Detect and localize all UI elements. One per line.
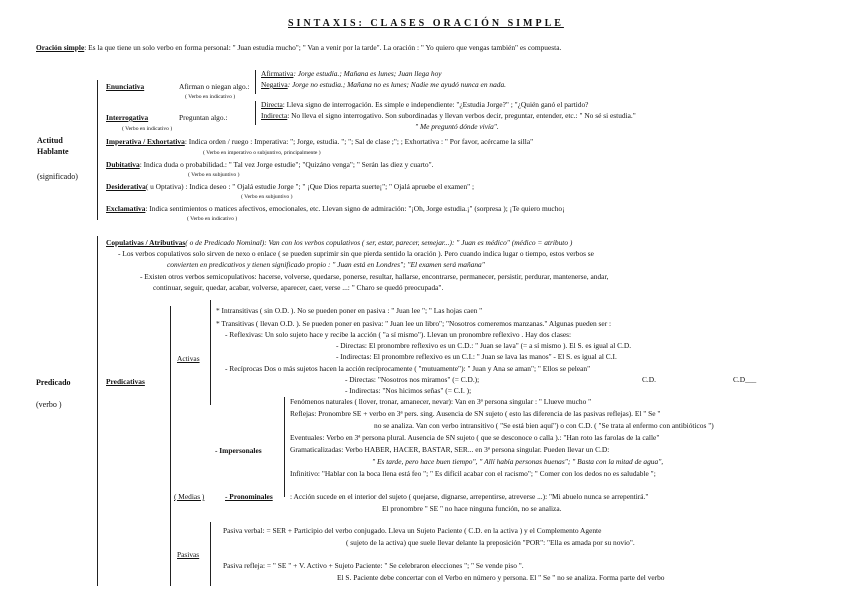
reflejas-row-2: no se analiza. Van con verbo intransitivo ( "Se está bien aquí") o con C.D. ( "Se trata al enfermo con antibióticos ") — [374, 421, 714, 430]
activas-bracket — [210, 300, 211, 405]
indirecta-text-2: " Me preguntó dónde vivía". — [415, 122, 499, 131]
imperativa-row — [106, 138, 533, 147]
pronominales-row: : Acción sucede en el interior del sujeto ( quejarse, dignarse, arrepentirse, atreverse ...): "Mi abuelo nunca se arrepentirá." — [290, 492, 649, 501]
exclamativa-row — [106, 205, 565, 214]
pasiva-verbal-row-2: ( sujeto de la activa) que suele llevar delante la preposición "POR": "Ella es amada por su novio". — [346, 538, 635, 547]
exclamativa-note: ( Verbo en indicativo ) — [187, 216, 238, 222]
enunciativa-note: ( Verbo en indicativo ) — [185, 94, 236, 100]
indirecta-label: Indirecta — [261, 111, 288, 120]
directa-label: Directa — [261, 100, 283, 109]
pasiva-verbal-row: Pasiva verbal: = SER + Participio del verbo conjugado. Lleva un Sujeto Paciente ( C.D. en la activa ) y el Complemento Agente — [223, 526, 602, 535]
copulativas-line4: - Existen otros verbos semicopulativos: hacerse, volverse, quedarse, ponerse, resultar, hallarse, encontrarse, permanecer, persistir, perdurar, mantenerse, andar, — [140, 272, 609, 281]
copulativas-label: Copulativas / Atributivas — [106, 238, 186, 247]
significado-label: (significado) — [37, 172, 78, 181]
page-title: SINTAXIS: CLASES ORACIÓN SIMPLE — [288, 18, 564, 29]
oracion-simple-definition — [36, 44, 561, 53]
reciprocas-indirectas: - Indirectas: "Nos hicimos señas" (= C.I. ); — [345, 386, 472, 395]
indirecta-text: : No lleva el signo interrogativo. Son subordinadas y llevan verbos decir, preguntar, entender, etc.: " No sé si estudia." — [287, 111, 636, 120]
interrogativa-note: ( Verbo en indicativo ) — [122, 126, 173, 132]
gramaticalizadas-row: Gramaticalizadas: Verbo HABER, HACER, BASTAR, SER... en 3ª persona singular. Pueden llevar un C.D: — [290, 445, 610, 454]
negativa-text: : Jorge no estudia.; Mañana no es lunes; Nadie me ayudó nunca en nada. — [287, 80, 507, 89]
oracion-simple-label: Oración simple — [36, 43, 85, 52]
eventuales-row: Eventuales: Verbo en 3ª persona plural. Ausencia de SN sujeto ( que se desconoce o calla ).: "Han roto las farolas de la calle" — [290, 433, 660, 442]
interrogativa-label: Interrogativa — [106, 113, 149, 122]
desiderativa-note: ( Verbo en subjuntivo ) — [241, 194, 293, 200]
enunciativa-label: Enunciativa — [106, 82, 145, 91]
exclamativa-label: Exclamativa — [106, 204, 146, 213]
copulativas-line2: - Los verbos copulativos solo sirven de nexo o enlace ( se pueden suprimir sin que pierda sentido la oración ). Pero cuando indica lugar o tiempo, estos verbos se — [118, 249, 594, 258]
afirmativa-row — [261, 70, 442, 79]
reflexivas-indirectas: - Indirectas: El pronombre reflexivo es un C.I.: " Juan se lava las manos" - El S. es igual al C.I. — [336, 352, 617, 361]
activas-label: Activas — [177, 354, 200, 363]
dubitativa-text: : Indica duda o probabilidad.: " Tal vez Jorge estudie"; "Quizáno venga"; " Serán las diez y cuarto". — [139, 160, 434, 169]
reciprocas-directas: - Directas: "Nosotros nos miramos" (= C.D.); — [345, 375, 480, 384]
negativa-label: Negativa — [261, 80, 288, 89]
verbo-label: (verbo ) — [36, 400, 62, 409]
predicativas-bracket — [170, 306, 171, 586]
pasivas-bracket — [210, 522, 211, 586]
reciprocas-row: - Recíprocas Dos o más sujetos hacen la acción recíprocamente ( "mutuamente"): " Juan y Ana se aman"; " Ellos se pelean" — [225, 364, 591, 373]
predicado-bracket — [97, 236, 98, 586]
medias-label: ( Medias ) — [174, 492, 205, 501]
reciprocas-cd-1: C.D. — [642, 375, 656, 384]
afirmativa-text: : Jorge estudia.; Mañana es lunes; Juan llega hoy — [293, 69, 442, 78]
desiderativa-text: ( u Optativa) : Indica deseo : " Ojalá estudie Jorge "; " ¡Que Dios reparta suerte¡"; " Ojalá apruebe el examen" ; — [145, 182, 475, 191]
transitivas-row: * Transitivas ( llevan O.D. ). Se pueden poner en pasiva: " Juan lee un libro"; "Nosotros comeremos manzanas." Algunas pueden ser : — [216, 319, 612, 328]
imperativa-label: Imperativa / Exhortativa — [106, 137, 185, 146]
pronominales-row-2: El pronombre " SE " no hace ninguna función, no se analiza. — [382, 504, 562, 513]
infinitivo-row: Infinitivo: "Hablar con la boca llena está feo "; " Es difícil acabar con el racismo"; " Comer con los dedos no es saludable "; — [290, 469, 656, 478]
impersonales-bracket — [284, 397, 285, 497]
desiderativa-label: Desiderativa — [106, 182, 146, 191]
reciprocas-cd-2: C.D___ — [733, 375, 757, 384]
pronominales-label: - Pronominales — [225, 492, 273, 501]
gramaticalizadas-row-2: " Es tarde, pero hace buen tiempo", " Allí había personas buenas"; " Basta con la mitad de agua", — [372, 457, 664, 466]
reflejas-row: Reflejas: Pronombre SE + verbo en 3ª pers. sing. Ausencia de SN sujeto ( esto las diferencia de las pasivas reflejas). El " Se " — [290, 409, 661, 418]
actitud-bracket — [97, 80, 98, 220]
enunciativa-bracket — [255, 70, 256, 94]
directa-row — [261, 101, 588, 110]
copulativas-line3: convierten en predicativos y tienen significado propio : " Juan está en Londres"; "El examen será mañana" — [167, 260, 485, 269]
pasiva-refleja-row-2: El S. Paciente debe concertar con el Verbo en número y persona. El " Se " no se analiza. Forma parte del verbo — [337, 573, 665, 582]
interrogativa-desc: Preguntan algo.: — [179, 113, 228, 122]
dubitativa-row — [106, 161, 433, 170]
dubitativa-note: ( Verbo en subjuntivo ) — [188, 172, 240, 178]
afirmativa-label: Afirmativa — [261, 69, 294, 78]
impersonales-label: - Impersonales — [215, 446, 262, 455]
indirecta-row — [261, 112, 636, 121]
imperativa-text: : Indica orden / ruego : Imperativa: "; Jorge, estudia. "; "; Sal de clase ;"; ; Exhortativa : " Por favor, acércame la silla" — [184, 137, 534, 146]
dubitativa-label: Dubitativa — [106, 160, 140, 169]
fenomenos-row: Fenómenos naturales ( llover, tronar, amanecer, nevar): Van en 3ª persona singular : " Llueve mucho " — [290, 397, 592, 406]
oracion-simple-text: : Es la que tiene un solo verbo en forma personal: " Juan estudia mucho"; " Van a venir por la tarde". La oración : " Yo quiero que vengas también" es compuesta. — [84, 43, 562, 52]
pasiva-refleja-row: Pasiva refleja: = " SE " + V. Activo + Sujeto Paciente: " Se celebraron elecciones "; " Se vende piso ". — [223, 561, 524, 570]
copulativas-line5: continuar, seguir, quedar, acabar, volverse, aparecer, caer, verse ...: " Charo se quedó preocupada". — [153, 283, 444, 292]
intransitivas-row: * Intransitivas ( sin O.D. ). No se pueden poner en pasiva : " Juan lee "; " Las hojas caen " — [216, 306, 483, 315]
copulativas-line1: ( o de Predicado Nominal): Van con los verbos copulativos ( ser, estar, parecer, semejar...): " Juan es médico" (médico = atributo ) — [185, 238, 573, 247]
copulativas-row — [106, 239, 572, 248]
predicado-label: Predicado — [36, 378, 71, 387]
hablante-label: Hablante — [37, 147, 69, 156]
reflexivas-directas: - Directas: El pronombre reflexivo es un C.D.: " Juan se lava" (= a sí mismo ). El S. es igual al C.D. — [336, 341, 632, 350]
actitud-label: Actitud — [37, 136, 63, 145]
pasivas-label: Pasivas — [177, 550, 200, 559]
predicativas-label: Predicativas — [106, 377, 145, 386]
reflexivas-row: - Reflexivas: Un solo sujeto hace y recibe la acción ( "a sí mismo"). Llevan un pronombre reflexivo . Hay dos clases: — [225, 330, 572, 339]
negativa-row — [261, 81, 506, 90]
exclamativa-text: : Indica sentimientos o matices afectivos, emocionales, etc. Llevan signo de admiración: "¡Oh, Jorge estudia.¡" (sorpresa ); ¡Te quiero mucho¡ — [145, 204, 565, 213]
interrogativa-bracket — [255, 101, 256, 125]
desiderativa-row — [106, 183, 474, 192]
enunciativa-desc: Afirman o niegan algo.: — [179, 82, 250, 91]
directa-text: : Lleva signo de interrogación. Es simple e independiente: "¿Estudia Jorge?" ; "¿Quién ganó el partido? — [282, 100, 589, 109]
imperativa-note: ( Verbo en imperativo o subjuntivo, principalmente ) — [203, 150, 321, 156]
